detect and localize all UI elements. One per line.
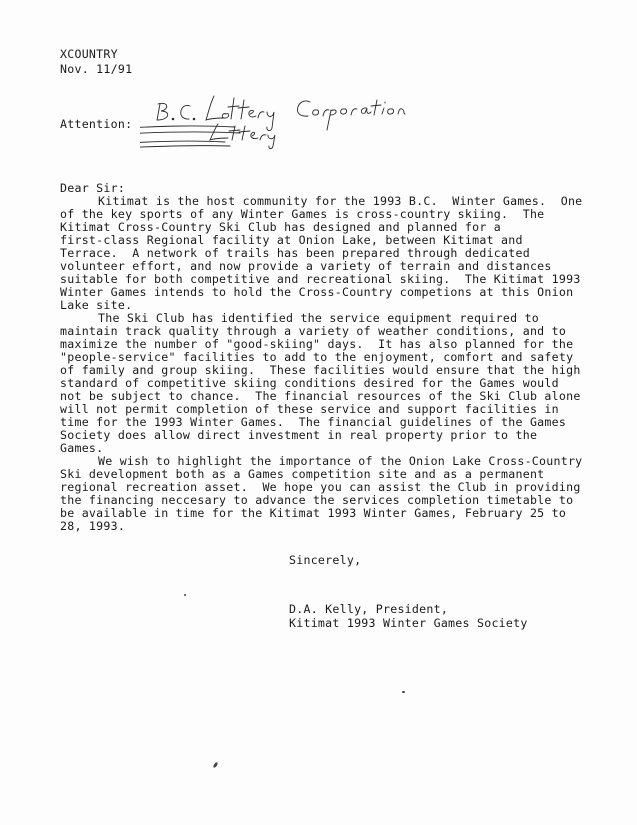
attention-label: Attention: [60, 117, 133, 131]
scan-speck [213, 762, 219, 769]
body-line: We wish to highlight the importance of the Onion Lake Cross-Country [98, 454, 583, 468]
body-line: Ski development both as a Games competition site and as a permanent [60, 467, 545, 481]
body-line: will not permit completion of these service and support facilities in [60, 402, 559, 416]
body-line: 28, 1993. [60, 519, 126, 533]
body-line: maintain track quality through a variety of weather conditions, and to [60, 324, 567, 338]
body-line: Kitimat is the host community for the 1993 B.C. Winter Games. One [98, 194, 583, 208]
body-line: "people-service" facilities to add to the enjoyment, comfort and safety [60, 350, 574, 364]
body-line: Society does allow direct investment in real property prior to the [60, 428, 538, 442]
file-code: XCOUNTRY [60, 47, 118, 61]
body-line: suitable for both competitive and recreational skiing. The Kitimat 1993 [60, 272, 581, 286]
body-line: volunteer effort, and now provide a variety of terrain and distances [60, 259, 552, 273]
body-line: Kitimat Cross-Country Ski Club has designed and planned for a [60, 220, 502, 234]
body-line: Winter Games intends to hold the Cross-Country competions at this Onion [60, 285, 574, 299]
body-line: Lake site. [60, 298, 133, 312]
body-line: maximize the number of "good-skiing" days. It has also planned for the [60, 337, 574, 351]
body-line: time for the 1993 Winter Games. The financial guidelines of the Games [60, 415, 567, 429]
body-line: of family and group skiing. These facilities would ensure that the high [60, 363, 581, 377]
body-line: standard of competitive skiing conditions desired for the Games would [60, 376, 559, 390]
body-line: regional recreation asset. We hope you can assist the Club in providing [60, 480, 581, 494]
signer-organization: Kitimat 1993 Winter Games Society [289, 616, 528, 630]
scan-speck [402, 691, 405, 693]
sign-off: Sincerely, [289, 553, 362, 567]
body-line: first-class Regional facility at Onion Lake, between Kitimat and [60, 233, 523, 247]
body-line: be available in time for the Kitimat 1993 Winter Games, February 25 to [60, 506, 567, 520]
letter-date: Nov. 11/91 [60, 62, 133, 76]
scan-speck [184, 594, 186, 596]
body-line: Games. [60, 441, 104, 455]
body-line: Terrace. A network of trails has been prepared through dedicated [60, 246, 530, 260]
body-line: the financing neccesary to advance the services completion timetable to [60, 493, 574, 507]
body-line: not be subject to chance. The financial resources of the Ski Club alone [60, 389, 581, 403]
body-line: The Ski Club has identified the service equipment required to [98, 311, 540, 325]
signer-name: D.A. Kelly, President, [289, 602, 449, 616]
body-line: of the key sports of any Winter Games is cross-country skiing. The [60, 207, 545, 221]
handwritten-addressee [140, 82, 410, 152]
salutation: Dear Sir: [60, 181, 126, 195]
